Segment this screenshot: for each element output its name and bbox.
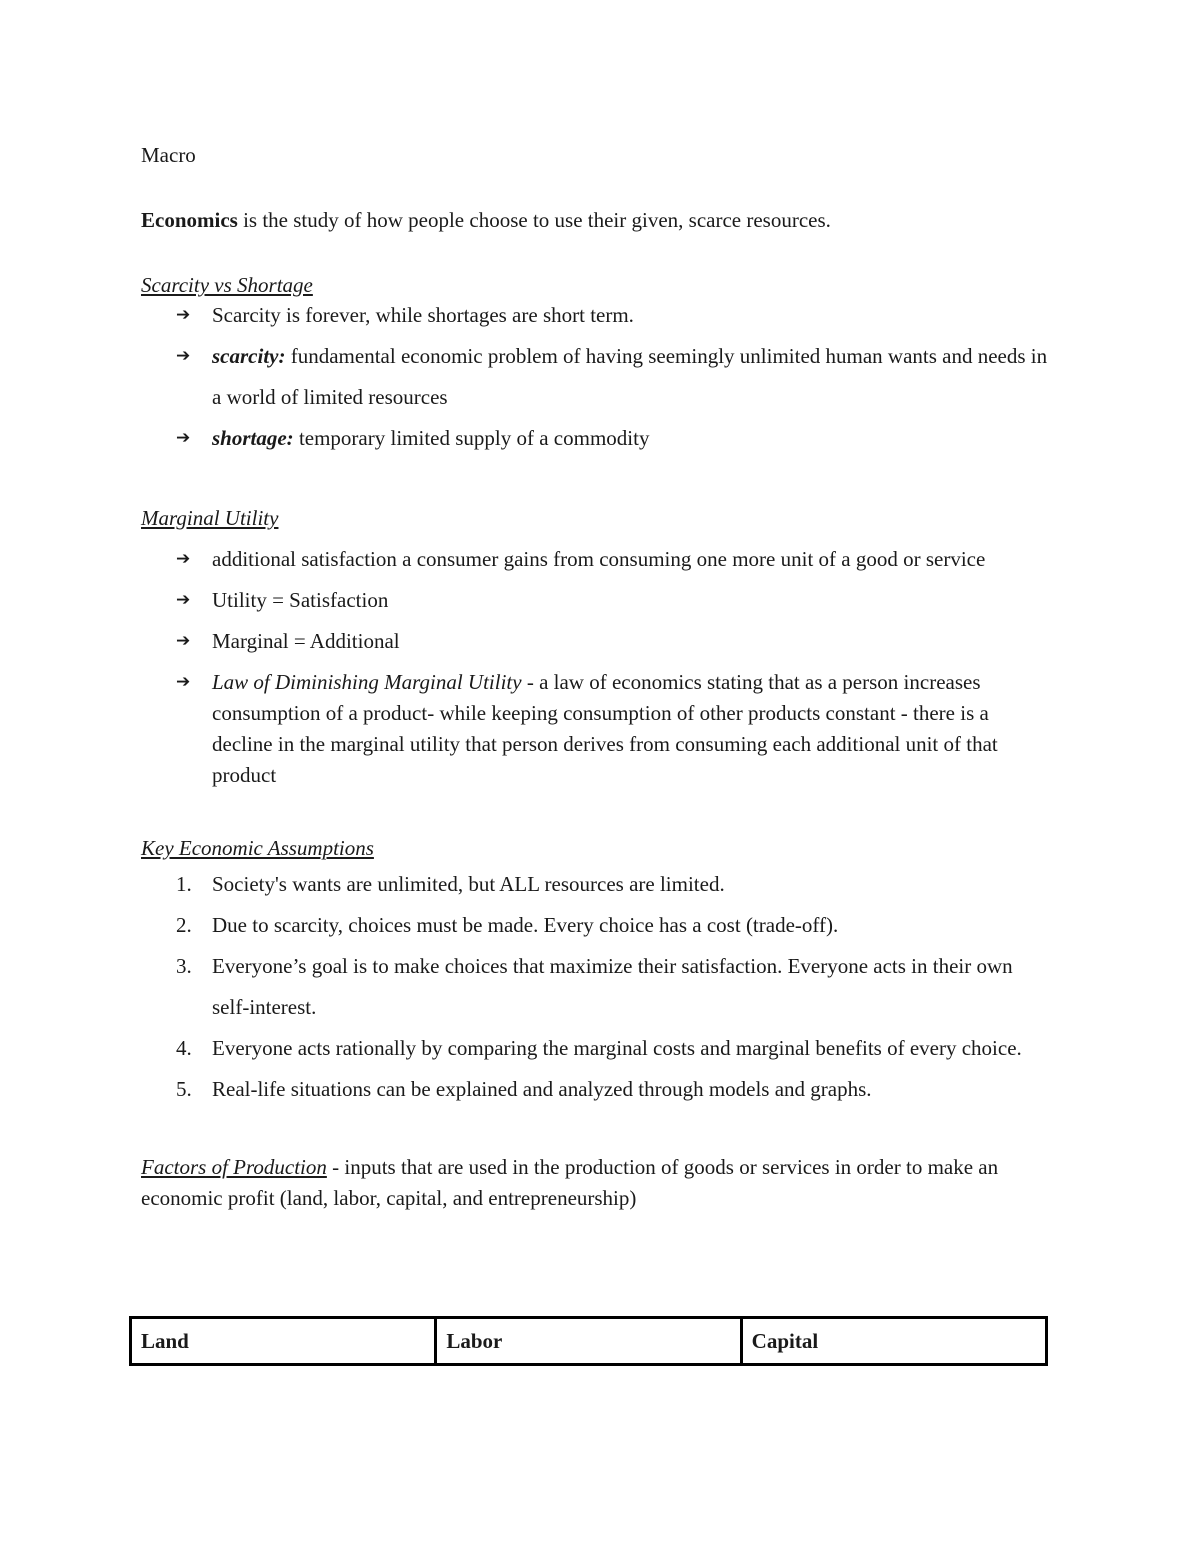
section-heading-assumptions: Key Economic Assumptions [141, 836, 374, 860]
list-item: ➔ Scarcity is forever, while shortages are short term. [141, 295, 1051, 336]
table-header-row [131, 1318, 1047, 1365]
list-item: ➔ shortage: temporary limited supply of a commodity [141, 418, 1051, 459]
assumptions-list [141, 864, 1051, 1110]
list-item: ➔ scarcity: fundamental economic problem of having seemingly unlimited human wants and needs in a world of limited resources [141, 336, 1051, 418]
factors-table [129, 1316, 1048, 1366]
table-header-land: Land [131, 1318, 436, 1365]
table-header-labor: Labor [436, 1318, 741, 1365]
section-heading-marginal-utility: Marginal Utility [141, 506, 279, 530]
list-item: 3. Everyone’s goal is to make choices that maximize their satisfaction. Everyone acts in their own self-interest. [176, 954, 1013, 1019]
document-title: Macro [141, 143, 196, 167]
arrow-bullet-icon: ➔ [176, 346, 191, 366]
list-item: ➔ Utility = Satisfaction [141, 580, 1051, 621]
arrow-bullet-icon: ➔ [176, 428, 191, 448]
term-scarcity: scarcity: [212, 344, 286, 368]
list-item: 2. Due to scarcity, choices must be made. Every choice has a cost (trade-off). [176, 913, 839, 937]
arrow-bullet-icon: ➔ [176, 672, 191, 692]
marginal-utility-list [141, 539, 1051, 791]
document-page [141, 140, 1051, 1214]
list-item: ➔ Law of Diminishing Marginal Utility - a law of economics stating that as a person increases consumption of a product- while keeping consumption of other products constant - there is a decline in the marginal utility that person derives from consuming each additional unit of that product [141, 667, 1051, 791]
section-heading-factors: Factors of Production [141, 1155, 327, 1179]
list-item: 4. Everyone acts rationally by comparing the marginal costs and marginal benefits of every choice. [176, 1036, 1022, 1060]
section-heading-scarcity: Scarcity vs Shortage [141, 273, 313, 297]
table-header-capital: Capital [741, 1318, 1046, 1365]
intro-term: Economics [141, 208, 238, 232]
term-law-of-diminishing-marginal-utility: Law of Diminishing Marginal Utility [212, 670, 522, 694]
list-item: ➔ Marginal = Additional [141, 621, 1051, 662]
arrow-bullet-icon: ➔ [176, 631, 191, 651]
list-item: ➔ additional satisfaction a consumer gains from consuming one more unit of a good or service [141, 539, 1051, 580]
factors-of-production-paragraph: Factors of Production - inputs that are used in the production of goods or services in order to make an economic profit (land, labor, capital, and entrepreneurship) [141, 1155, 999, 1210]
arrow-bullet-icon: ➔ [176, 590, 191, 610]
list-item: 5. Real-life situations can be explained and analyzed through models and graphs. [176, 1077, 872, 1101]
term-shortage: shortage: [212, 426, 294, 450]
intro-text: is the study of how people choose to use their given, scarce resources. [237, 208, 831, 232]
arrow-bullet-icon: ➔ [176, 549, 191, 569]
scarcity-list [141, 295, 1051, 459]
intro-definition [141, 205, 1051, 236]
list-item: 1. Society's wants are unlimited, but ALL resources are limited. [176, 872, 725, 896]
arrow-bullet-icon: ➔ [176, 305, 191, 325]
